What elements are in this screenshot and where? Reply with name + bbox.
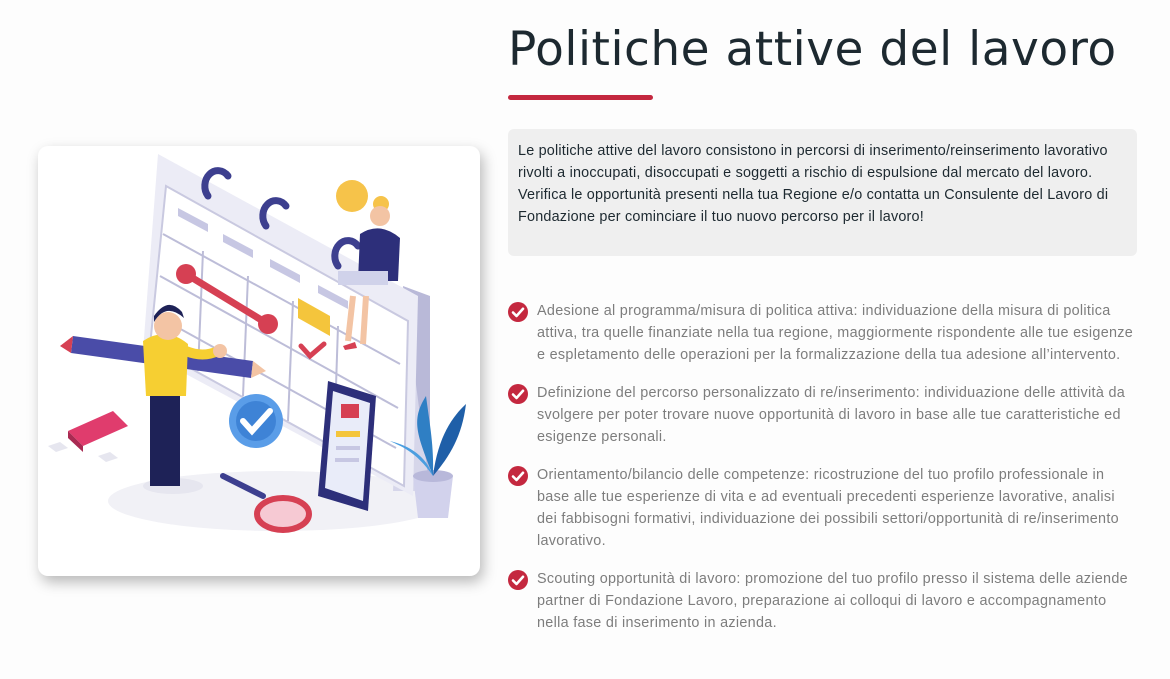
page-title: Politiche attive del lavoro <box>508 22 1117 77</box>
list-item <box>508 568 1138 634</box>
title-underline <box>508 95 653 100</box>
services-list <box>508 300 1138 650</box>
list-item-text: Definizione del percorso personalizzato di re/inserimento: individuazione delle attività da svolgere per poter trovare nuove opportunità di lavoro in base alle tue caratteristiche ed esigenze personali. <box>537 385 1126 445</box>
list-item-text: Scouting opportunità di lavoro: promozione del tuo profilo presso il sistema delle aziende partner di Fondazione Lavoro, preparazione ai colloqui di lavoro e accompagnamento nella fase di inserimento in azienda. <box>537 571 1128 631</box>
illustration-card <box>38 146 480 576</box>
check-circle-icon <box>508 570 528 590</box>
check-circle-icon <box>508 384 528 404</box>
intro-text: Le politiche attive del lavoro consistono in percorsi di inserimento/reinserimento lavorativo rivolti a inoccupati, disoccupati e soggetti a rischio di espulsione dal mercato del lavoro. Verifica le opportunità presenti nella tua Regione e/o contatta un Consulente del Lavoro di Fondazione per cominciare il tuo nuovo percorso per il lavoro! <box>508 129 1137 256</box>
check-circle-icon <box>508 466 528 486</box>
list-item <box>508 464 1138 552</box>
calendar-planning-illustration <box>38 146 480 576</box>
list-item <box>508 300 1138 366</box>
list-item-text: Adesione al programma/misura di politica attiva: individuazione della misura di politica attiva, tra quelle finanziate nella tua regione, maggiormente rispondente alle tue esigenze e espletamento delle operazioni per la formalizzazione della tua adesione all’intervento. <box>537 303 1134 363</box>
check-circle-icon <box>508 302 528 322</box>
list-item <box>508 382 1138 448</box>
list-item-text: Orientamento/bilancio delle competenze: ricostruzione del tuo profilo professionale in base alle tue esperienze di vita e ad eventuali precedenti esperienze lavorative, analisi dei fabbisogni formativi, individuazione dei possibili settori/opportunità di re/inserimento lavorativo. <box>537 467 1119 549</box>
